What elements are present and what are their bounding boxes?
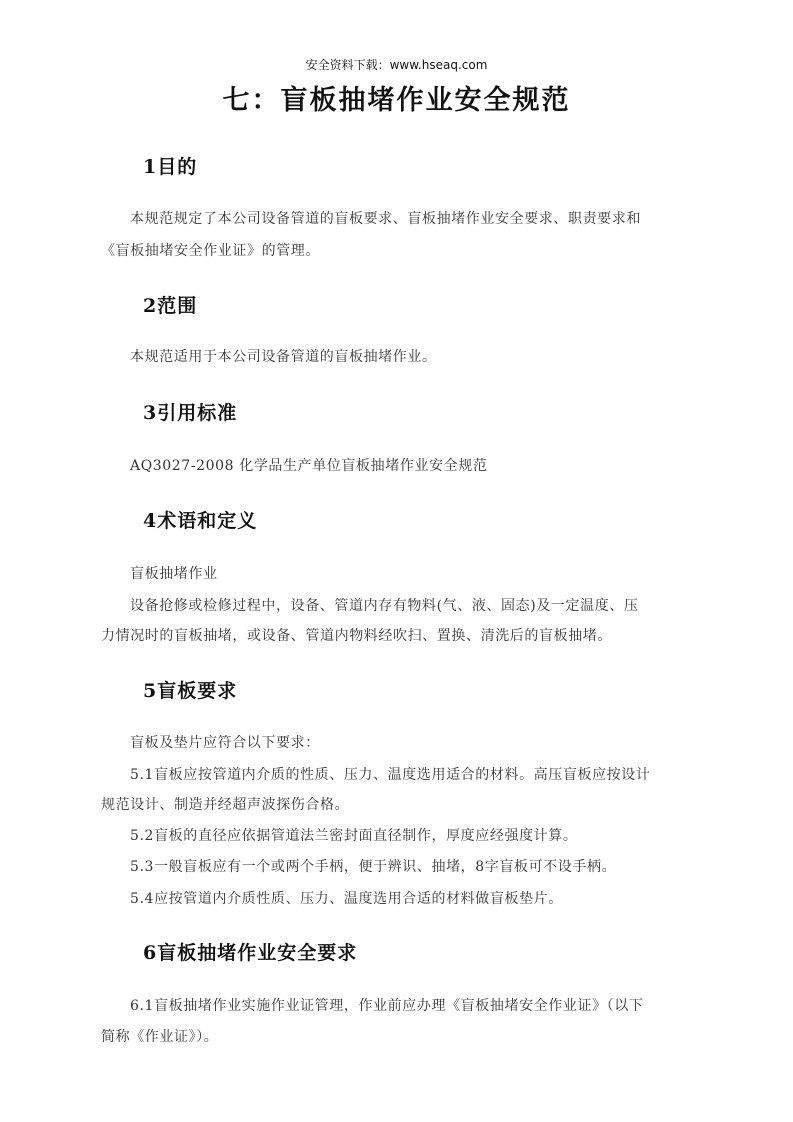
section-heading-scope: 2范围	[143, 295, 198, 317]
paragraph-line: 《盲板抽堵安全作业证》的管理。	[101, 243, 320, 259]
paragraph-line: 设备抢修或检修过程中，设备、管道内存有物料(气、液、固态)及一定温度、压	[130, 598, 639, 614]
download-source-note: 安全资料下载：www.hseaq.com	[305, 58, 488, 72]
paragraph-line: 本规范适用于本公司设备管道的盲板抽堵作业。	[130, 349, 437, 365]
list-item-continuation: 规范设计、制造并经超声波探伤合格。	[101, 797, 350, 813]
section-heading-references: 3引用标准	[143, 402, 238, 424]
list-item: 5.4应按管道内介质性质、压力、温度选用合适的材料做盲板垫片。	[130, 891, 563, 907]
section-heading-safety-requirements: 6盲板抽堵作业安全要求	[143, 942, 358, 964]
list-item: 5.3一般盲板应有一个或两个手柄，便于辨识、抽堵，8字盲板可不设手柄。	[130, 859, 617, 875]
section-heading-terms: 4术语和定义	[143, 510, 258, 532]
list-item: 5.2盲板的直径应依据管道法兰密封面直径制作，厚度应经强度计算。	[130, 828, 578, 844]
list-item: 5.1盲板应按管道内介质的性质、压力、温度选用适合的材料。高压盲板应按设计	[130, 767, 651, 783]
paragraph-line: AQ3027-2008 化学品生产单位盲板抽堵作业安全规范	[130, 458, 488, 474]
paragraph-line: 盲板及垫片应符合以下要求：	[130, 735, 320, 751]
list-item-continuation: 简称《作业证》）。	[101, 1029, 219, 1045]
paragraph-line: 本规范规定了本公司设备管道的盲板要求、盲板抽堵作业安全要求、职责要求和	[130, 211, 641, 227]
term-label: 盲板抽堵作业	[130, 566, 218, 582]
document-title: 七：盲板抽堵作业安全规范	[222, 85, 571, 116]
section-heading-purpose: 1目的	[143, 156, 198, 178]
paragraph-line: 力情况时的盲板抽堵，或设备、管道内物料经吹扫、置换、清洗后的盲板抽堵。	[101, 628, 612, 644]
section-heading-blind-plate-requirements: 5盲板要求	[143, 680, 238, 702]
list-item: 6.1盲板抽堵作业实施作业证管理，作业前应办理《盲板抽堵安全作业证》（以下	[130, 998, 644, 1014]
